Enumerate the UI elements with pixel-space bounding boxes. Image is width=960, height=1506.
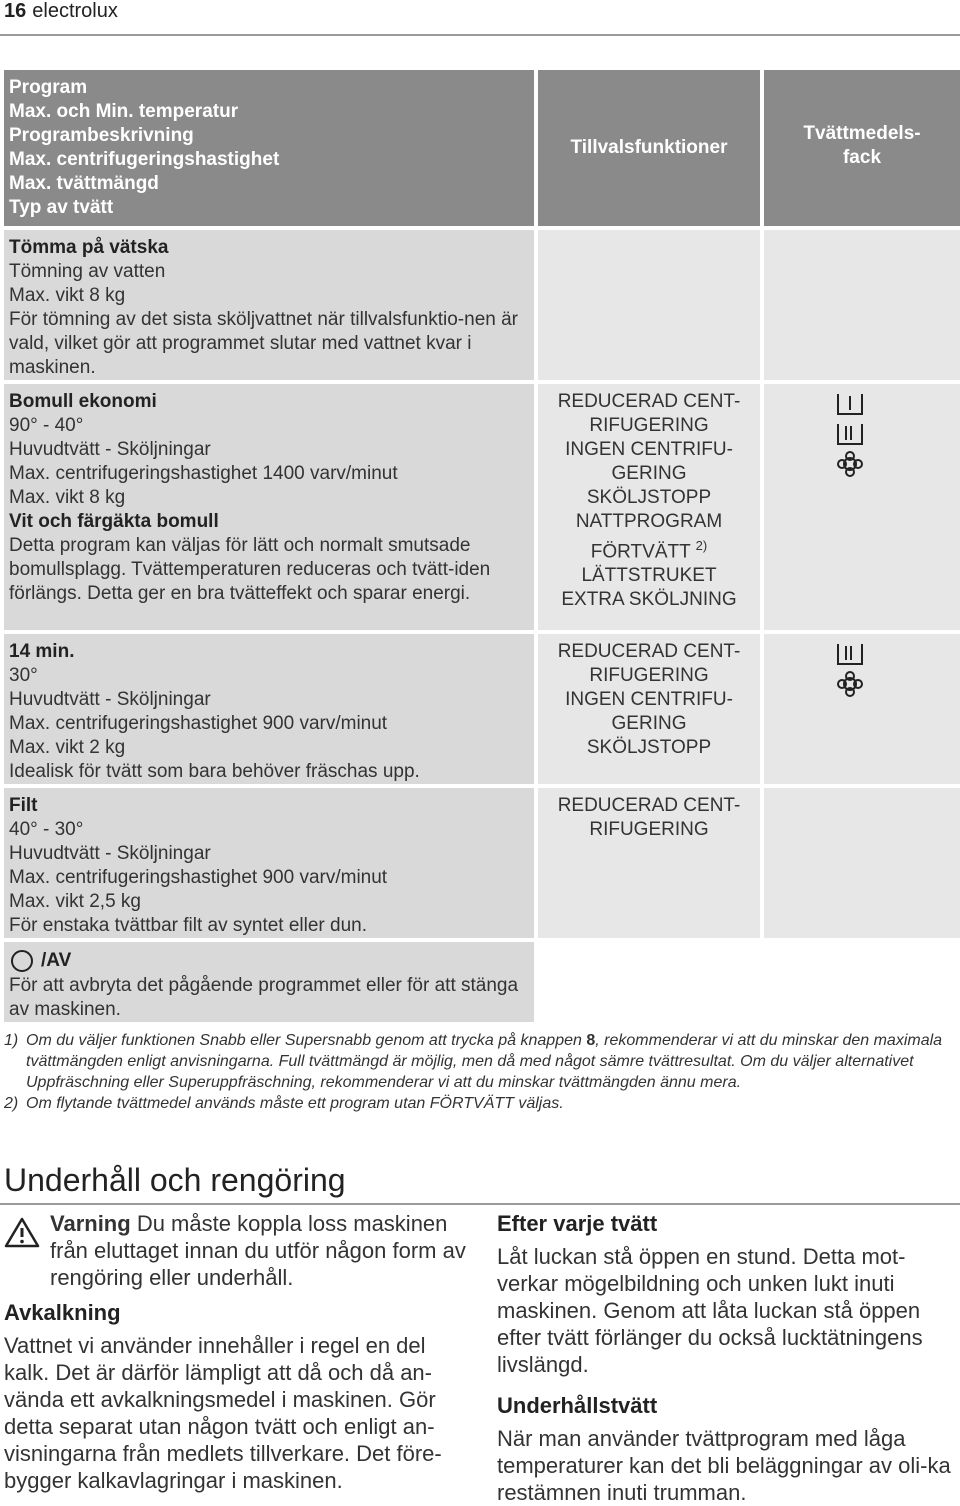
program-cell bbox=[4, 942, 534, 1022]
options-cell bbox=[538, 788, 760, 938]
warning-label: Varning bbox=[50, 1211, 131, 1236]
program-table bbox=[0, 66, 960, 1026]
option-item: RIFUGERING bbox=[589, 415, 709, 436]
program-line: Max. vikt 8 kg bbox=[9, 487, 126, 508]
footnote-text: , rekommenderar vi att du minskar den maximala tvättmängden enligt anvisningarna. Full tvättmängd är möjlig, men då med något sämre tvättresultat. Om du väljer alternativet Uppfräschning eller Superuppfräschning, rekommenderar vi att du minskar tvättmängden ännu mera. bbox=[26, 1032, 943, 1091]
detergent-cell bbox=[764, 634, 960, 784]
softener-compartment-icon bbox=[834, 670, 866, 698]
program-line: 90° - 40° bbox=[9, 415, 84, 436]
option-item: SKÖLJSTOPP bbox=[586, 487, 712, 508]
option-item: INGEN CENTRIFU- bbox=[565, 689, 733, 710]
program-title: Filt bbox=[9, 795, 38, 816]
program-cell bbox=[4, 634, 534, 784]
right-column bbox=[497, 1210, 957, 1506]
option-item: RIFUGERING bbox=[589, 665, 709, 686]
table-row bbox=[4, 230, 960, 380]
col3-header: Tvättmedels- fack bbox=[764, 70, 960, 226]
empty-cell bbox=[538, 942, 760, 1022]
col2-header: Tillvalsfunktioner bbox=[538, 70, 760, 226]
col1-header bbox=[4, 70, 534, 226]
table-row bbox=[4, 788, 960, 938]
program-title bbox=[9, 948, 529, 974]
program-line: Huvudtvätt - Sköljningar bbox=[9, 689, 211, 710]
detergent-cell bbox=[764, 788, 960, 938]
program-cell bbox=[4, 230, 534, 380]
program-line: Tömning av vatten bbox=[9, 261, 166, 282]
heading-maintenance-wash: Underhållstvätt bbox=[497, 1393, 658, 1418]
table-header-row bbox=[4, 70, 960, 226]
program-line: Max. centrifugeringshastighet 900 varv/minut bbox=[9, 713, 388, 734]
option-item: INGEN CENTRIFU- bbox=[565, 439, 733, 460]
mainwash-compartment-icon bbox=[834, 420, 866, 448]
options-cell bbox=[538, 230, 760, 380]
softener-compartment-icon bbox=[834, 450, 866, 478]
program-line: Max. centrifugeringshastighet 900 varv/minut bbox=[9, 867, 388, 888]
footnote-number: 1) bbox=[4, 1032, 19, 1049]
header-line: Max. centrifugeringshastighet bbox=[9, 149, 280, 170]
program-description: Detta program kan väljas för lätt och normalt smutsade bomullsplagg. Tvättemperaturen reduceras och tvätt-iden förlängs. Detta ger en bra tvätteffekt och sparar energi. bbox=[9, 535, 491, 604]
header-line: Max. tvättmängd bbox=[9, 173, 159, 194]
program-title: 14 min. bbox=[9, 641, 75, 662]
options-cell bbox=[538, 384, 760, 630]
program-line: Max. vikt 8 kg bbox=[9, 285, 126, 306]
program-description: För tömning av det sista sköljvattnet när tillvalsfunktio-nen är vald, vilket gör att programmet slutar med vattnet kvar i maskinen. bbox=[9, 309, 519, 378]
option-item: GERING bbox=[611, 713, 687, 734]
section-title: Underhåll och rengöring bbox=[4, 1162, 346, 1198]
program-cell bbox=[4, 788, 534, 938]
program-line: Max. centrifugeringshastighet 1400 varv/minut bbox=[9, 463, 398, 484]
option-item: EXTRA SKÖLJNING bbox=[561, 589, 737, 611]
option-item: NATTPROGRAM bbox=[575, 511, 723, 532]
program-laundry-type: Vit och färgäkta bomull bbox=[9, 511, 219, 532]
detergent-cell bbox=[764, 230, 960, 380]
program-title: Tömma på vätska bbox=[9, 237, 169, 258]
footnote-1 bbox=[4, 1030, 960, 1093]
option-item: REDUCERAD CENT- bbox=[557, 795, 741, 816]
table-row bbox=[4, 634, 960, 784]
detergent-cell bbox=[764, 384, 960, 630]
program-line: Max. vikt 2,5 kg bbox=[9, 891, 141, 912]
footnote-2 bbox=[4, 1093, 960, 1114]
table-row bbox=[4, 942, 960, 1022]
paragraph-maintenance-wash: När man använder tvättprogram med låga temperaturer kan det bli beläggningar av oli-ka restämnen inuti trumman. bbox=[497, 1426, 951, 1505]
program-line: För enstaka tvättbar filt av syntet eller dun. bbox=[9, 915, 368, 936]
option-item: GERING bbox=[611, 463, 687, 484]
option-item: RIFUGERING bbox=[589, 819, 709, 840]
program-title-text: /AV bbox=[41, 950, 72, 971]
button-reference: 8 bbox=[586, 1032, 596, 1049]
footnote-text: Om du väljer funktionen Snabb eller Supersnabb genom att trycka på knappen bbox=[26, 1032, 582, 1049]
options-cell bbox=[538, 634, 760, 784]
program-description: För att avbryta det pågående programmet eller för att stänga av maskinen. bbox=[9, 975, 519, 1020]
footnote-text: Om flytande tvättmedel används måste ett program utan FÖRTVÄTT väljas. bbox=[26, 1095, 564, 1112]
program-line: Huvudtvätt - Sköljningar bbox=[9, 439, 211, 460]
mainwash-compartment-icon bbox=[834, 640, 866, 668]
option-item: SKÖLJSTOPP bbox=[586, 737, 712, 758]
warning-block bbox=[4, 1210, 466, 1291]
on-off-icon bbox=[9, 948, 35, 974]
footnotes bbox=[4, 1030, 960, 1114]
program-line: 40° - 30° bbox=[9, 819, 84, 840]
left-column bbox=[4, 1210, 466, 1494]
paragraph-after-wash: Låt luckan stå öppen en stund. Detta mot-verkar mögelbildning och unken lukt inuti maskinen. Genom att låta luckan stå öppen efter tvätt förlänger du också lucktätningens livslängd. bbox=[497, 1244, 923, 1377]
empty-cell bbox=[764, 942, 960, 1022]
program-line: Huvudtvätt - Sköljningar bbox=[9, 843, 211, 864]
warning-text: Du måste koppla loss maskinen från eluttaget innan du utför någon form av rengöring eller underhåll. bbox=[50, 1211, 466, 1290]
program-cell bbox=[4, 384, 534, 630]
program-line: Idealisk för tvätt som bara behöver fräschas upp. bbox=[9, 761, 420, 782]
footnote-number: 2) bbox=[4, 1095, 19, 1112]
warning-triangle-icon bbox=[4, 1216, 40, 1248]
option-item: LÄTTSTRUKET bbox=[581, 565, 717, 587]
option-item: REDUCERAD CENT- bbox=[557, 641, 741, 662]
table-row bbox=[4, 384, 960, 630]
header-rule bbox=[0, 34, 960, 36]
heading-after-wash: Efter varje tvätt bbox=[497, 1211, 658, 1236]
footnote-ref: 2) bbox=[695, 538, 708, 553]
option-item bbox=[543, 534, 755, 564]
prewash-compartment-icon bbox=[834, 390, 866, 418]
program-line: Max. vikt 2 kg bbox=[9, 737, 126, 758]
header-line: Typ av tvätt bbox=[9, 197, 114, 218]
header-line: Programbeskrivning bbox=[9, 125, 194, 146]
section-rule bbox=[0, 1203, 960, 1205]
program-line: 30° bbox=[9, 665, 38, 686]
page-header bbox=[4, 0, 118, 23]
page-number: 16 bbox=[4, 0, 27, 22]
heading-descaling: Avkalkning bbox=[4, 1300, 121, 1325]
paragraph-descaling: Vattnet vi använder innehåller i regel en del kalk. Det är därför lämpligt att då och då an-vända ett avkalkningsmedel i maskinen. Gör detta separat utan någon tvätt och enligt an-visningarna från medlets tillverkare. Det före-bygger kalkavlagringar i maskinen. bbox=[4, 1333, 442, 1493]
program-title: Bomull ekonomi bbox=[9, 391, 157, 412]
option-label: FÖRTVÄTT bbox=[590, 541, 691, 563]
header-line: Max. och Min. temperatur bbox=[9, 101, 239, 122]
brand-name: electrolux bbox=[32, 0, 118, 22]
header-line: Program bbox=[9, 77, 88, 98]
option-item: REDUCERAD CENT- bbox=[557, 391, 741, 412]
